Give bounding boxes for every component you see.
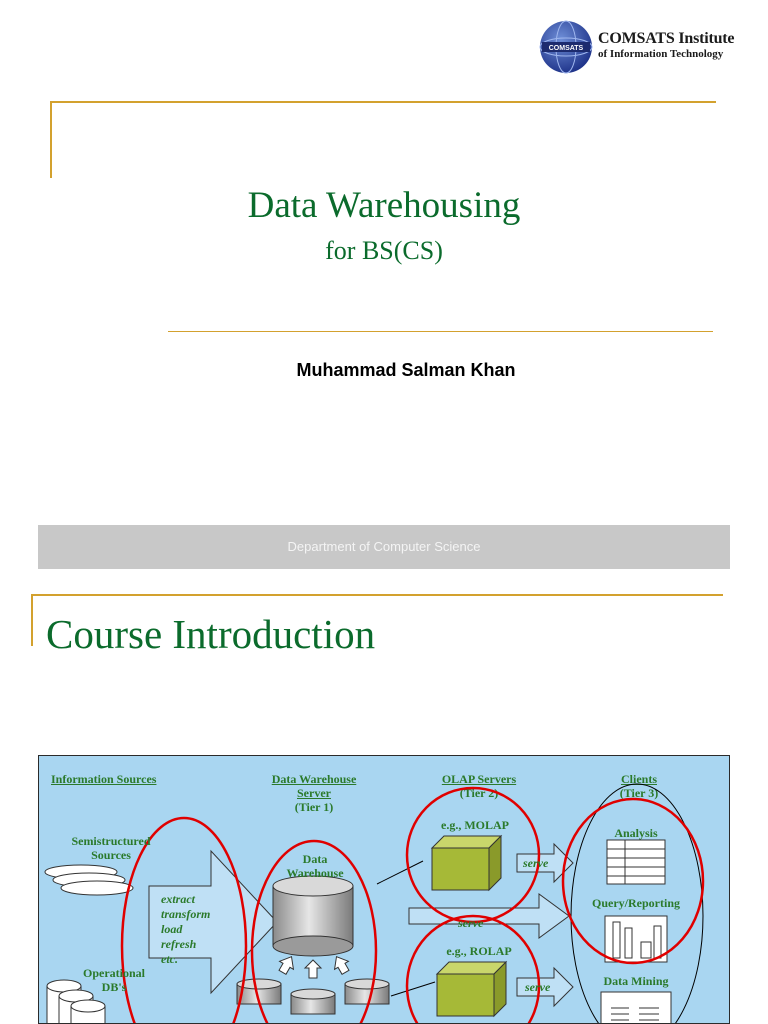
data-mining-label: Data Mining [603, 974, 669, 988]
dw-molap-link [377, 861, 423, 884]
slide2-left-rule [31, 594, 33, 646]
operational-label: Operational DB's [83, 966, 145, 994]
col-dw-server: Data Warehouse Server (Tier 1) [271, 772, 357, 814]
rolap-cube-icon [437, 962, 506, 1016]
slide2-top-rule [31, 594, 723, 596]
serve-label-2: serve [458, 916, 484, 930]
dw-label: Data Warehouse [286, 852, 344, 880]
analysis-table-icon [607, 840, 665, 884]
semistructured-label: Semistructured Sources [71, 834, 151, 862]
author-name: Muhammad Salman Khan [296, 360, 516, 380]
globe-icon [536, 18, 596, 76]
department-label: Department of Computer Science [287, 539, 481, 554]
data-mining-icon [601, 992, 671, 1024]
col-clients: Clients (Tier 3) [619, 772, 659, 800]
molap-label: e.g., MOLAP [441, 818, 509, 832]
logo-subtitle: of Information Technology [598, 48, 724, 60]
logo-title: COMSATS Institute [598, 30, 735, 47]
slide-title: Data Warehousing [247, 185, 521, 226]
reporting-chart-icon [605, 916, 667, 962]
molap-cube-icon [432, 836, 501, 890]
analysis-label: Analysis [614, 826, 658, 840]
query-reporting-label: Query/Reporting [592, 896, 680, 910]
semistructured-sources-icon [45, 865, 133, 895]
col-info-sources: Information Sources [51, 772, 157, 786]
dm-rolap-link [391, 982, 435, 996]
serve-label-3: serve [525, 980, 551, 994]
top-rule [50, 101, 716, 103]
col-olap-servers: OLAP Servers (Tier 2) [441, 772, 517, 800]
course-intro-title: Course Introduction [46, 611, 376, 657]
left-rule [50, 101, 52, 178]
serve-label-1: serve [523, 856, 549, 870]
footer-bar [38, 525, 730, 569]
divider-rule [168, 331, 713, 332]
svg-text:COMSATS: COMSATS [548, 45, 584, 52]
dw-architecture-diagram [38, 755, 730, 1024]
slide-subtitle: for BS(CS) [325, 236, 443, 265]
rolap-label: e.g., ROLAP [446, 944, 512, 958]
etl-steps: extract transform load refresh etc. [161, 892, 211, 966]
